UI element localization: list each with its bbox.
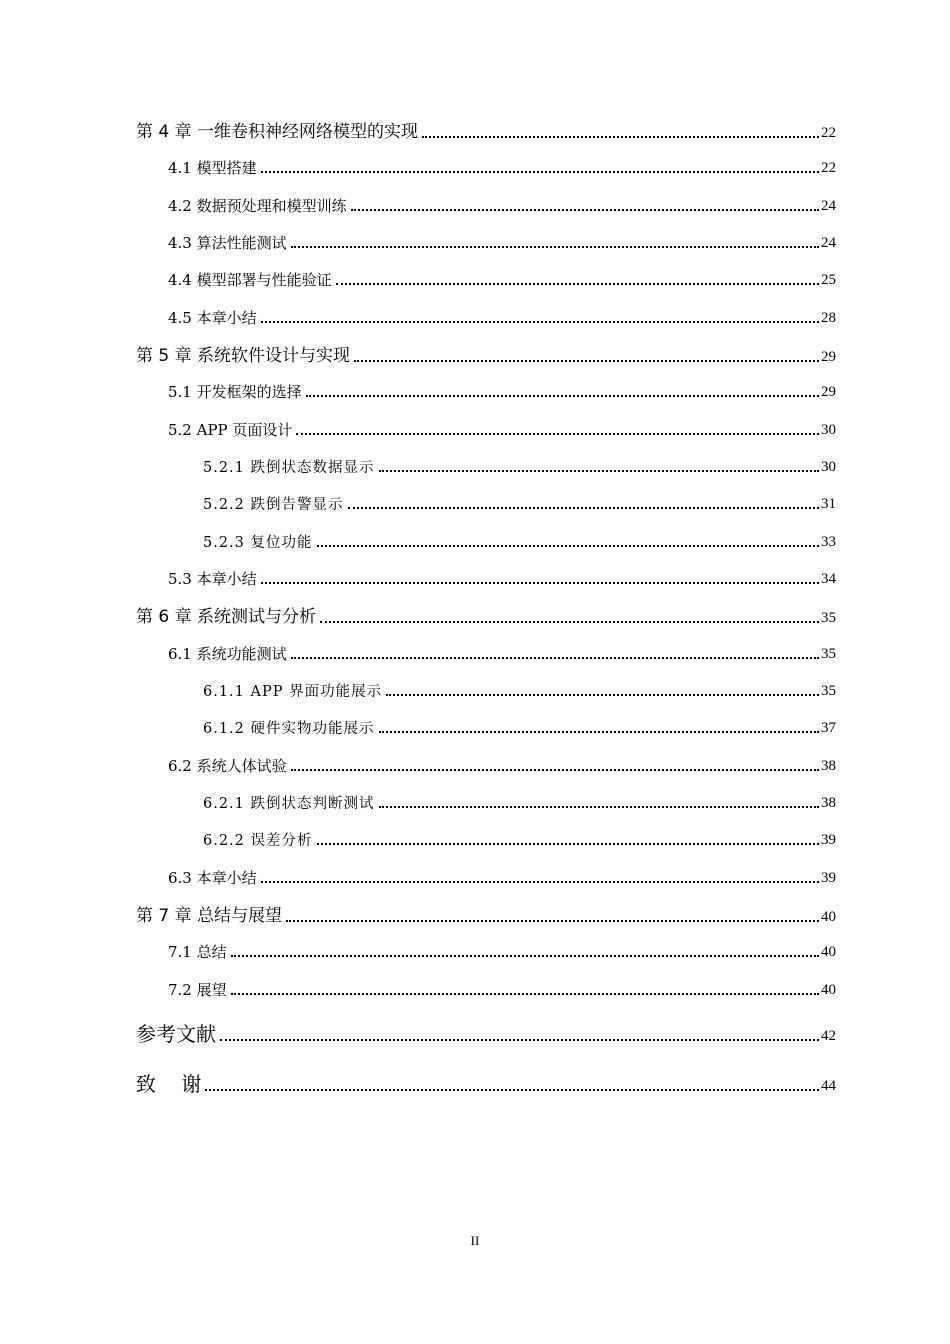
leader-dots: [291, 656, 819, 659]
toc-entry-page: 40: [821, 982, 836, 998]
toc-entry-label: 第 4 章 一维卷积神经网络模型的实现: [136, 122, 419, 142]
toc-entry-label: 4.1 模型搭建: [168, 159, 257, 177]
toc-entry-7-2[interactable]: [168, 983, 836, 998]
toc-entry-page: 24: [821, 235, 836, 251]
toc-entry-label: 6.1 系统功能测试: [168, 645, 287, 663]
leader-dots: [261, 880, 819, 883]
toc-entry-label: 6.2 系统人体试验: [168, 757, 287, 775]
leader-dots: [291, 768, 819, 771]
toc-entry-6-2-1[interactable]: [203, 796, 836, 811]
toc-entry-chapter-6[interactable]: [136, 609, 836, 626]
toc-entry-page: 22: [821, 125, 836, 141]
leader-dots: [286, 919, 819, 922]
toc-entry-page: 25: [821, 272, 836, 288]
leader-dots: [317, 842, 819, 845]
leader-dots: [348, 506, 819, 509]
toc-entry-page: 34: [821, 571, 836, 587]
toc-entry-label: 6.3 本章小结: [168, 869, 257, 887]
toc-entry-4-3[interactable]: [168, 236, 836, 251]
toc-entry-page: 40: [821, 909, 836, 925]
toc-entry-5-2[interactable]: [168, 423, 836, 438]
toc-entry-6-2[interactable]: [168, 759, 836, 774]
leader-dots: [379, 805, 819, 808]
toc-entry-6-1[interactable]: [168, 647, 836, 662]
toc-entry-label: 7.1 总结: [168, 943, 227, 961]
toc-entry-page: 40: [821, 944, 836, 960]
toc-entry-acknowledgements[interactable]: [136, 1074, 836, 1094]
leader-dots: [291, 245, 819, 248]
toc-entry-label: 4.5 本章小结: [168, 309, 257, 327]
toc-entry-page: 22: [821, 160, 836, 176]
toc-entry-6-2-2[interactable]: [203, 833, 836, 848]
toc-entry-chapter-7[interactable]: [136, 908, 836, 925]
toc-entry-page: 35: [821, 610, 836, 626]
toc-entry-page: 42: [821, 1028, 836, 1044]
toc-entry-label: 4.3 算法性能测试: [168, 234, 287, 252]
toc-entry-page: 33: [821, 534, 836, 550]
toc-entry-label: 第 6 章 系统测试与分析: [136, 607, 317, 627]
toc-entry-label: 5.1 开发框架的选择: [168, 383, 302, 401]
leader-dots: [336, 282, 819, 285]
toc-entry-5-1[interactable]: [168, 385, 836, 400]
toc-entry-page: 28: [821, 310, 836, 326]
toc-entry-label: 6.2.2 误差分析: [203, 832, 313, 849]
toc-entry-page: 29: [821, 349, 836, 365]
toc-entry-4-1[interactable]: [168, 161, 836, 176]
leader-dots: [231, 954, 819, 957]
toc-entry-label: 6.1.1 APP 界面功能展示: [203, 683, 383, 700]
toc-entry-label: 4.2 数据预处理和模型训练: [168, 197, 347, 215]
toc-entry-chapter-5[interactable]: [136, 348, 836, 365]
toc-entry-label: 参考文献: [136, 1022, 216, 1046]
toc-entry-4-5[interactable]: [168, 311, 836, 326]
toc-entry-page: 30: [821, 459, 836, 475]
toc-entry-label: 5.2 APP 页面设计: [168, 421, 293, 439]
leader-dots: [261, 170, 819, 173]
leader-dots: [205, 1088, 819, 1091]
toc-entry-chapter-4[interactable]: [136, 124, 836, 141]
toc-entry-5-2-1[interactable]: [203, 460, 836, 475]
toc-entry-page: 38: [821, 795, 836, 811]
leader-dots: [379, 469, 819, 472]
leader-dots: [320, 620, 819, 623]
toc-entry-5-3[interactable]: [168, 572, 836, 587]
leader-dots: [261, 320, 819, 323]
toc-entry-label: 5.3 本章小结: [168, 570, 257, 588]
toc-entry-page: 39: [821, 870, 836, 886]
toc-entry-page: 31: [821, 496, 836, 512]
toc-entry-6-3[interactable]: [168, 871, 836, 886]
toc-entry-references[interactable]: [136, 1024, 836, 1044]
leader-dots: [296, 432, 819, 435]
toc-entry-page: 30: [821, 422, 836, 438]
toc-entry-page: 29: [821, 384, 836, 400]
toc-entry-label: 5.2.2 跌倒告警显示: [203, 496, 344, 513]
leader-dots: [317, 544, 819, 547]
leader-dots: [306, 394, 819, 397]
leader-dots: [379, 730, 819, 733]
toc-entry-6-1-1[interactable]: [203, 684, 836, 699]
toc-entry-page: 39: [821, 832, 836, 848]
toc-entry-4-2[interactable]: [168, 199, 836, 214]
leader-dots: [261, 581, 819, 584]
leader-dots: [354, 359, 819, 362]
toc-entry-4-4[interactable]: [168, 273, 836, 288]
toc-entry-label: 7.2 展望: [168, 981, 227, 999]
toc-entry-label: 致 谢: [136, 1072, 202, 1096]
leader-dots: [386, 693, 819, 696]
toc-entry-label: 第 5 章 系统软件设计与实现: [136, 346, 351, 366]
toc-entry-page: 35: [821, 683, 836, 699]
page-number-footer: II: [470, 1233, 480, 1248]
toc-entry-page: 35: [821, 646, 836, 662]
toc-entry-label: 6.1.2 硬件实物功能展示: [203, 720, 375, 737]
leader-dots: [220, 1038, 819, 1041]
toc-entry-label: 5.2.1 跌倒状态数据显示: [203, 459, 375, 476]
toc-entry-label: 5.2.3 复位功能: [203, 534, 313, 551]
leader-dots: [351, 208, 819, 211]
toc-entry-5-2-3[interactable]: [203, 535, 836, 550]
toc-entry-page: 38: [821, 758, 836, 774]
toc-entry-5-2-2[interactable]: [203, 497, 836, 512]
leader-dots: [231, 992, 819, 995]
toc-entry-label: 6.2.1 跌倒状态判断测试: [203, 795, 375, 812]
toc-entry-7-1[interactable]: [168, 945, 836, 960]
toc-entry-label: 第 7 章 总结与展望: [136, 906, 283, 926]
toc-entry-page: 24: [821, 198, 836, 214]
toc-entry-page: 44: [821, 1078, 836, 1094]
toc-entry-label: 4.4 模型部署与性能验证: [168, 271, 332, 289]
toc-entry-6-1-2[interactable]: [203, 721, 836, 736]
toc-entry-page: 37: [821, 720, 836, 736]
leader-dots: [422, 135, 819, 138]
